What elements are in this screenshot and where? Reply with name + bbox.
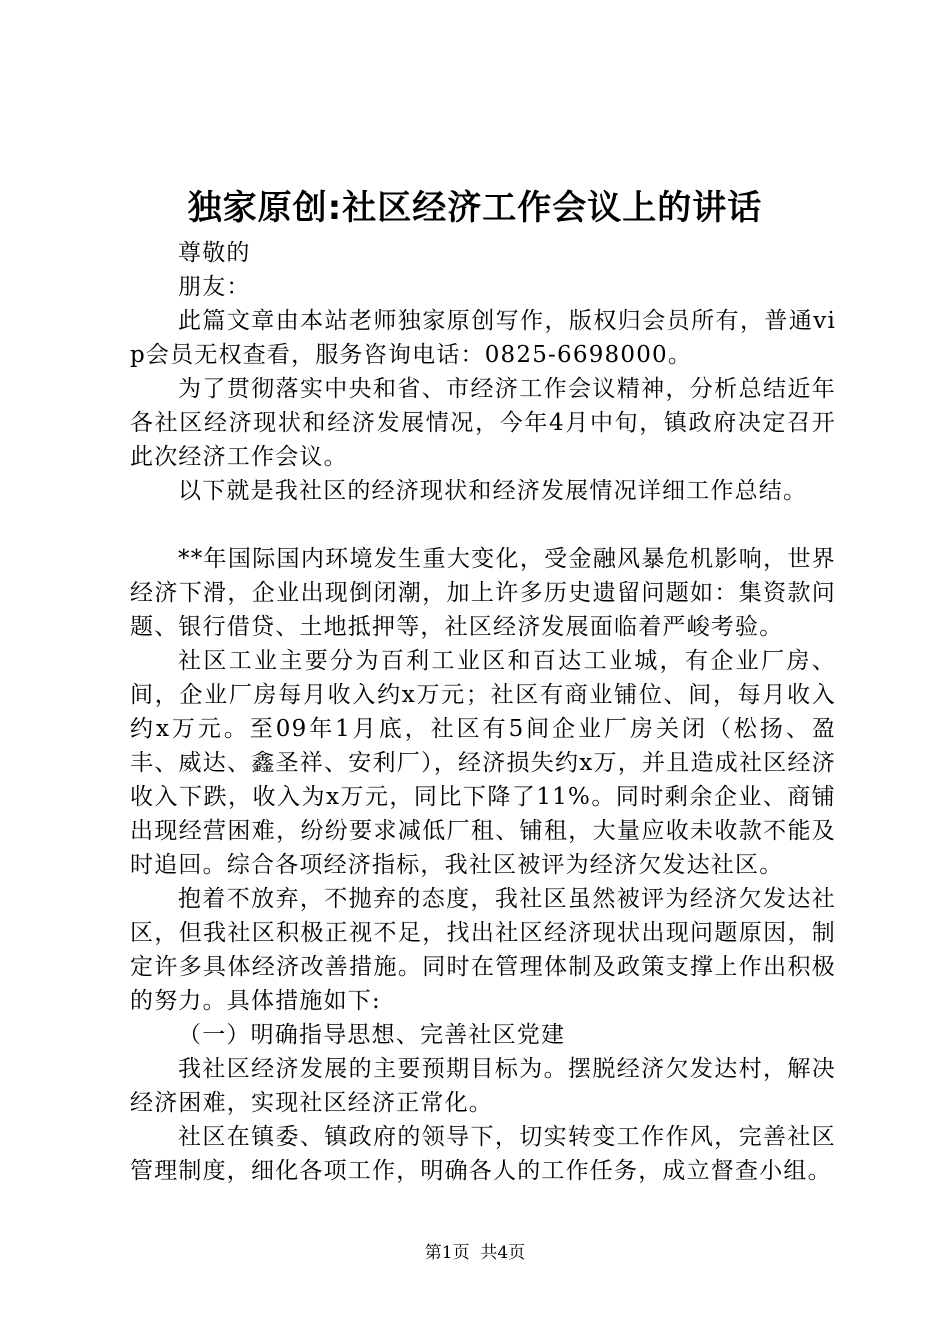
document-title: 独家原创:社区经济工作会议上的讲话 bbox=[187, 188, 763, 228]
paragraph-industry: 社区工业主要分为百利工业区和百达工业城，有企业厂房、间，企业厂房每月收入约x万元；社区有商业铺位、间，每月收入约x万元。至09年1月底，社区有5间企业厂房关闭（松扬、盈丰、威达、鑫圣祥、安利厂），经济损失约x万，并且造成社区经济收入下跌，收入为x万元，同比下降了11%。同时剩余企业、商铺出现经营困难，纷纷要求减低厂租、铺租，大量应收未收款不能及时追回。综合各项经济指标，我社区被评为经济欠发达社区。 bbox=[130, 648, 836, 878]
paragraph-summary-lead: 以下就是我社区的经济现状和经济发展情况详细工作总结。 bbox=[178, 478, 808, 504]
paragraph-leadership: 社区在镇委、镇政府的领导下，切实转变工作作风，完善社区管理制度，细化各项工作，明确各人的工作任务，成立督查小组。 bbox=[130, 1124, 836, 1184]
paragraph-gap bbox=[130, 508, 836, 542]
paragraph-goals: 我社区经济发展的主要预期目标为。摆脱经济欠发达村，解决经济困难，实现社区经济正常化。 bbox=[130, 1056, 836, 1116]
paragraph-attitude: 抱着不放弃，不抛弃的态度，我社区虽然被评为经济欠发达社区，但我社区积极正视不足，找出社区经济现状出现问题原因，制定许多具体经济改善措施。同时在管理体制及政策支撑上作出积极的努力。具体措施如下: bbox=[130, 886, 836, 1014]
paragraph-intro: 为了贯彻落实中央和省、市经济工作会议精神，分析总结近年各社区经济现状和经济发展情况，今年4月中旬，镇政府决定召开此次经济工作会议。 bbox=[130, 376, 836, 470]
paragraph-environment: **年国际国内环境发生重大变化，受金融风暴危机影响，世界经济下滑，企业出现倒闭潮，加上许多历史遗留问题如：集资款问题、银行借贷、土地抵押等，社区经济发展面临着严峻考验。 bbox=[130, 546, 836, 640]
document-body bbox=[130, 236, 836, 1188]
salutation-line-1: 尊敬的 bbox=[178, 240, 251, 266]
copyright-notice: 此篇文章由本站老师独家原创写作，版权归会员所有，普通vip会员无权查看，服务咨询电话：0825-6698000。 bbox=[130, 308, 836, 368]
salutation-line-2: 朋友： bbox=[178, 274, 251, 300]
section-heading-1: （一）明确指导思想、完善社区党建 bbox=[178, 1022, 566, 1048]
page-number: 第1页 共4页 bbox=[424, 1243, 526, 1263]
